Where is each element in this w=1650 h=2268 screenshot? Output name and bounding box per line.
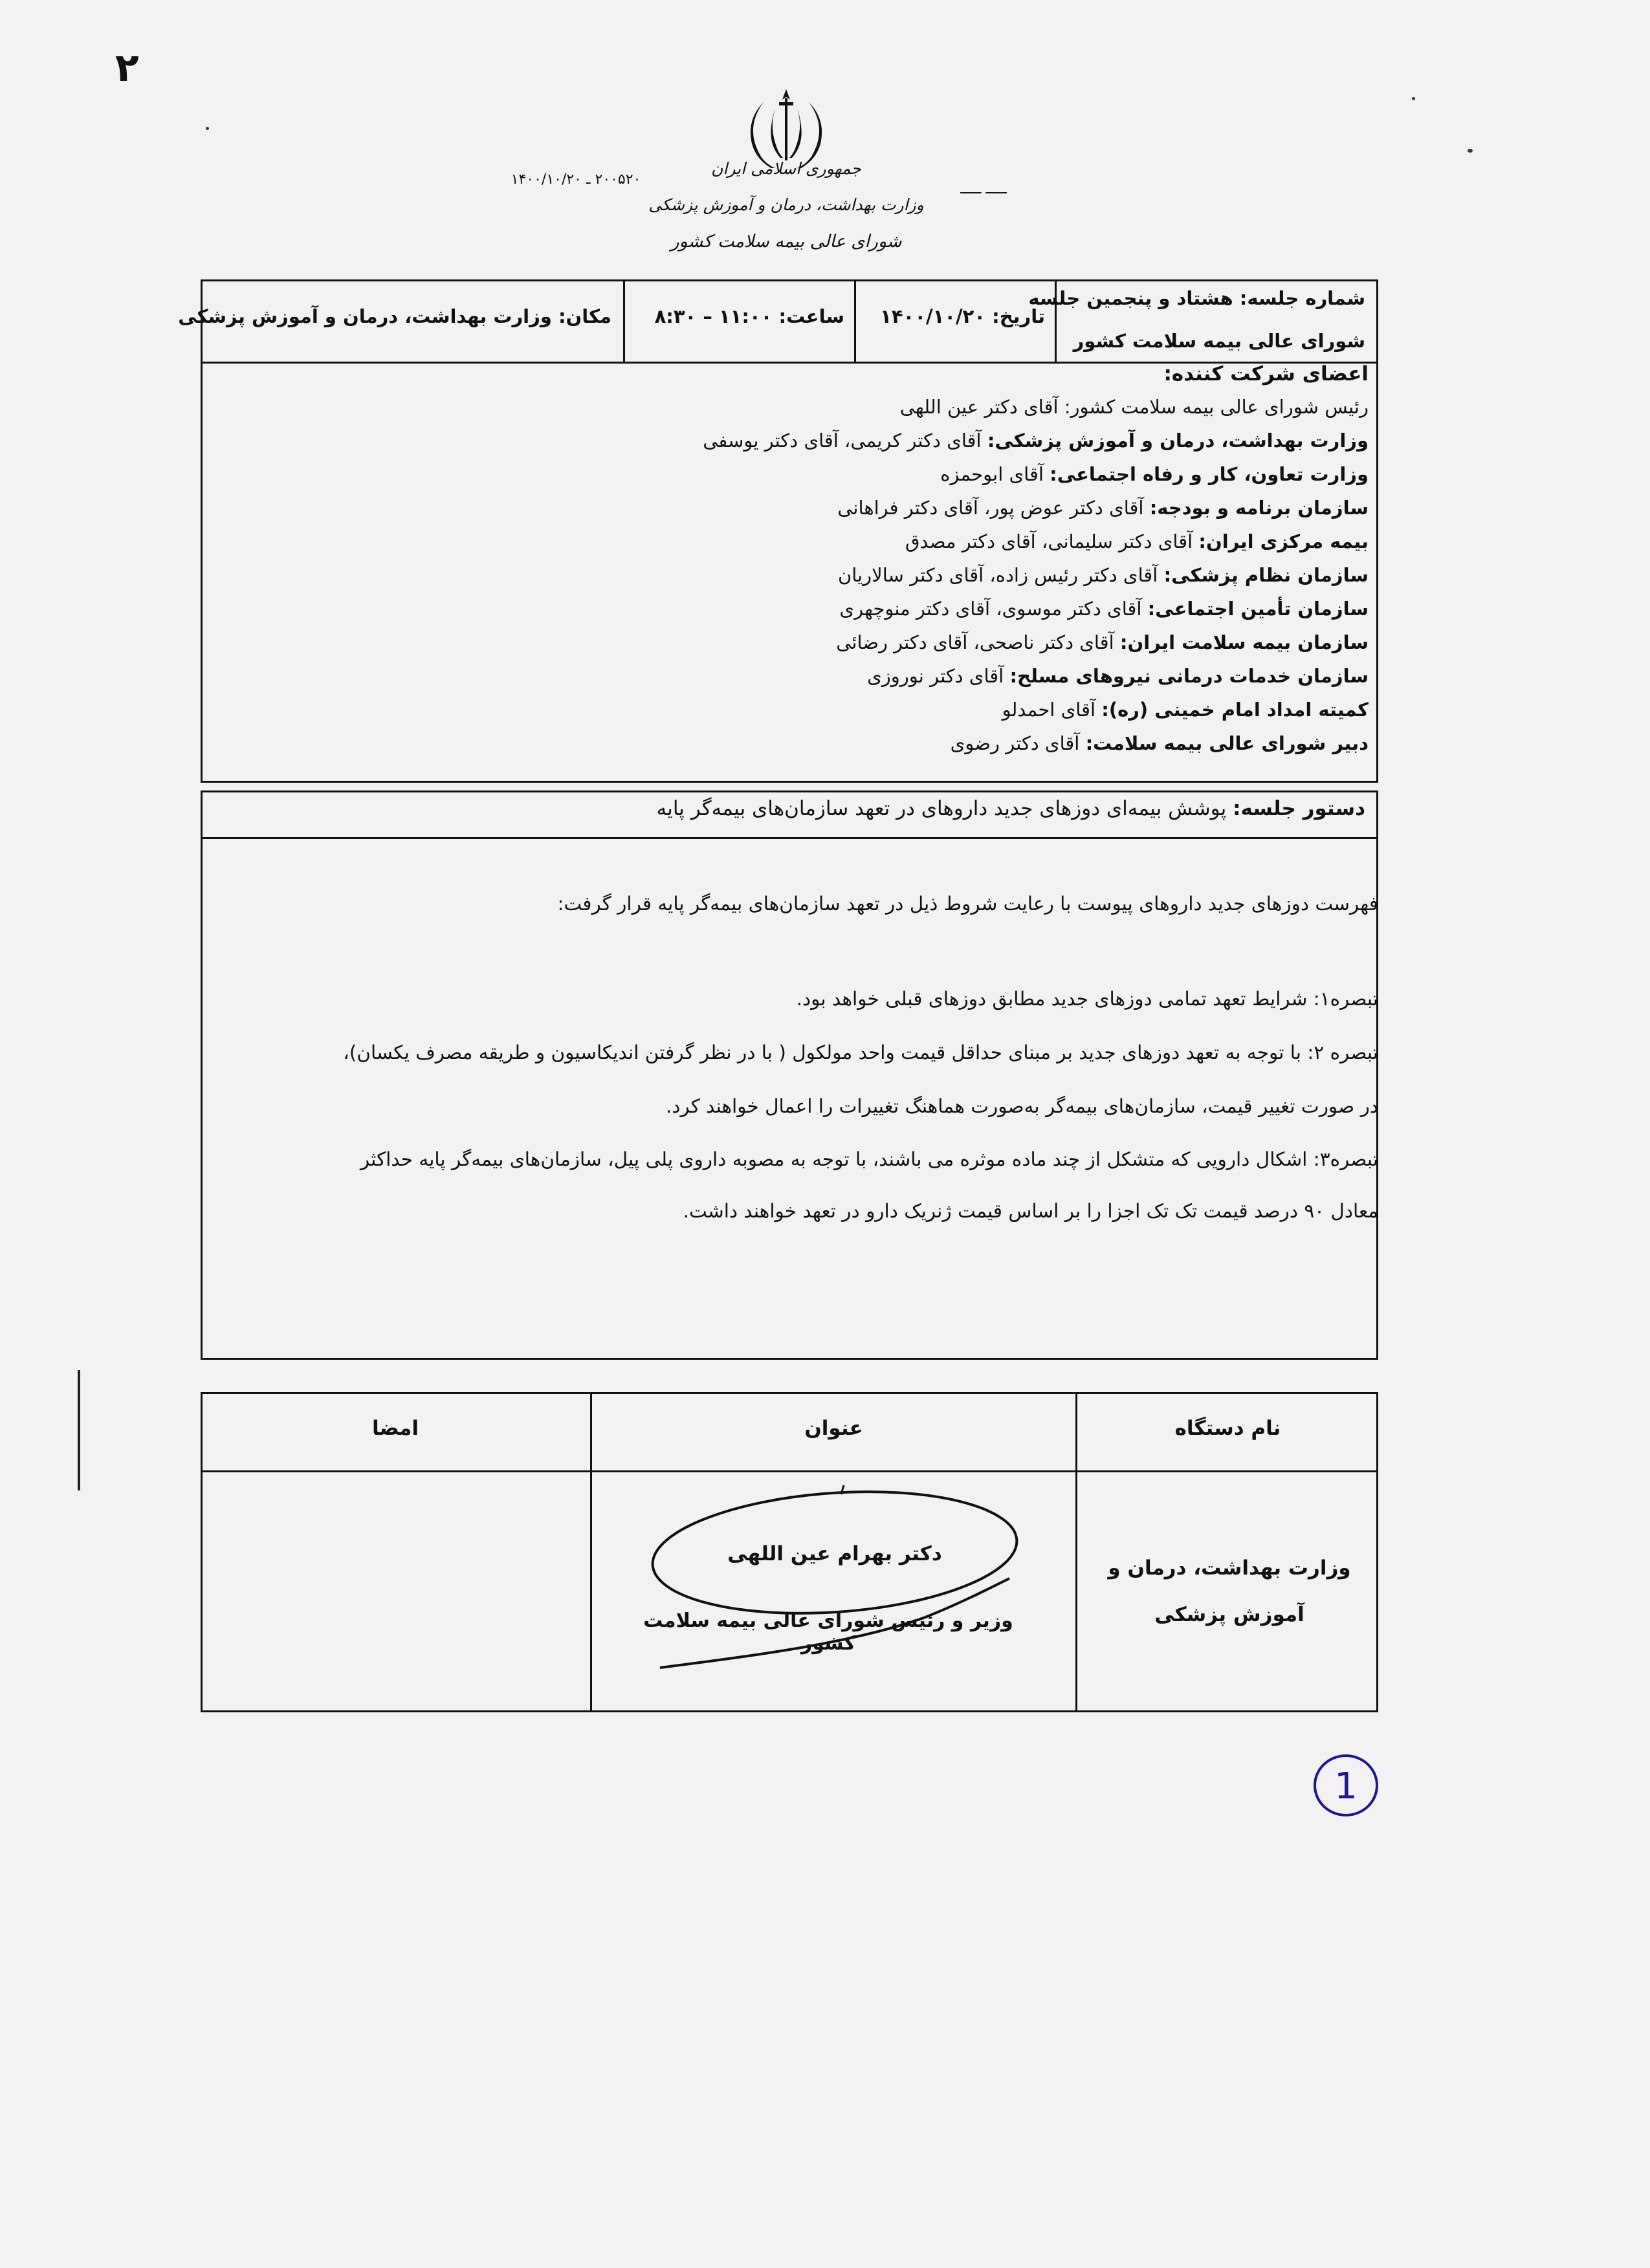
note-1: تبصره۱: شرایط تعهد تمامی دوزهای جدید مطابق دوزهای قبلی خواهد بود. [796,988,1378,1010]
member-row: کمیته امداد امام خمینی (ره): آقای احمدلو [1002,699,1369,721]
org-name: وزارت بهداشت، درمان و آموزش پزشکی [1108,1556,1351,1626]
agenda-label: دستور جلسه: [1233,797,1365,820]
resolution-intro: فهرست دوزهای جدید داروهای پیوست با رعایت شروط ذیل در تعهد سازمان‌های بیمه‌گر پایه قرار گرفت: [557,893,1378,915]
agenda [657,797,1365,820]
member-row: وزارت بهداشت، درمان و آموزش پزشکی: آقای دکتر کریمی، آقای دکتر یوسفی [703,430,1369,452]
col-header-sign: امضا [371,1417,419,1440]
signer-name: دکتر بهرام عین اللهی [727,1542,942,1565]
note-2-line-2: در صورت تغییر قیمت، سازمان‌های بیمه‌گر به‌صورت هماهنگ تغییرات را اعمال خواهند کرد. [665,1095,1378,1117]
corner-page-mark: ۲ [115,45,139,91]
note-2-line-1: تبصره ۲: با توجه به تعهد دوزهای جدید بر مبنای حداقل قیمت واحد مولکول ( با در نظر گرفتن اندیکاسیون و طریقه مصرف یکسان)، [343,1041,1378,1063]
note-3-line-2: معادل ۹۰ درصد قیمت تک تک اجزا را بر اساس قیمت ژنریک دارو در تعهد خواهند داشت. [683,1200,1378,1222]
meeting-council: شورای عالی بیمه سلامت کشور [1073,330,1365,352]
scan-speck [1412,97,1415,100]
scan-speck [1468,149,1473,153]
meeting-place: مکان: وزارت بهداشت، درمان و آموزش پزشکی [178,305,611,327]
header-country: جمهوری اسلامی ایران [711,159,861,178]
signer-title: وزیر و رئیس شورای عالی بیمه سلامت کشور [643,1609,1013,1655]
member-row: سازمان برنامه و بودجه: آقای دکتر عوض پور، آقای دکتر فراهانی [837,497,1369,519]
member-row: سازمان خدمات درمانی نیروهای مسلح: آقای دکتر نوروزی [867,665,1369,687]
col-header-org: نام دستگاه [1174,1417,1281,1440]
handwritten-signature [621,1481,1087,1688]
meeting-time: ساعت: ۱۱:۰۰ – ۸:۳۰ [654,305,844,327]
member-row: سازمان تأمین اجتماعی: آقای دکتر موسوی، آقای دکتر منوچهری [839,598,1369,620]
member-row: دبیر شورای عالی بیمه سلامت: آقای دکتر رضوی [950,732,1369,754]
meeting-date: تاریخ: ۱۴۰۰/۱۰/۲۰ [880,305,1045,327]
members-title: اعضای شرکت کننده: [1163,362,1369,386]
page-number: 1 [1334,1765,1358,1807]
header-ministry: وزارت بهداشت، درمان و آموزش پزشکی [648,195,924,214]
note-3-line-1: تبصره۳: اشکال دارویی که متشکل از چند ماده موثره می باشند، با توجه به مصوبه داروی پلی پیل، سازمان‌های بیمه‌گر پایه حداکثر [360,1148,1378,1170]
page-number-circle [1301,1747,1391,1824]
scan-speck [206,127,209,130]
header-council: شورای عالی بیمه سلامت کشور [670,232,902,252]
col-header-title: عنوان [804,1417,863,1440]
member-row: سازمان بیمه سلامت ایران: آقای دکتر ناصحی، آقای دکتر رضائی [836,631,1369,653]
member-row: رئیس شورای عالی بیمه سلامت کشور: آقای دکتر عین اللهی [899,396,1369,418]
scan-artifact-line [78,1370,80,1490]
member-row: سازمان نظام پزشکی: آقای دکتر رئیس زاده، آقای دکتر سالاریان [837,564,1369,586]
agenda-text: پوشش بیمه‌ای دوزهای جدید داروهای در تعهد سازمان‌های بیمه‌گر پایه [656,797,1227,820]
member-row: وزارت تعاون، کار و رفاه اجتماعی: آقای ابوحمزه [940,463,1369,485]
meeting-number: شماره جلسه: هشتاد و پنجمین جلسه [1028,287,1365,309]
member-row: بیمه مرکزی ایران: آقای دکتر سلیمانی، آقای دکتر مصدق [905,530,1369,552]
reference-number: ۲۰۰۵۲۰ ـ ۱۴۰۰/۱۰/۲۰ [511,171,641,188]
reference-stamp: ـــــ ـــــ [960,181,1007,197]
